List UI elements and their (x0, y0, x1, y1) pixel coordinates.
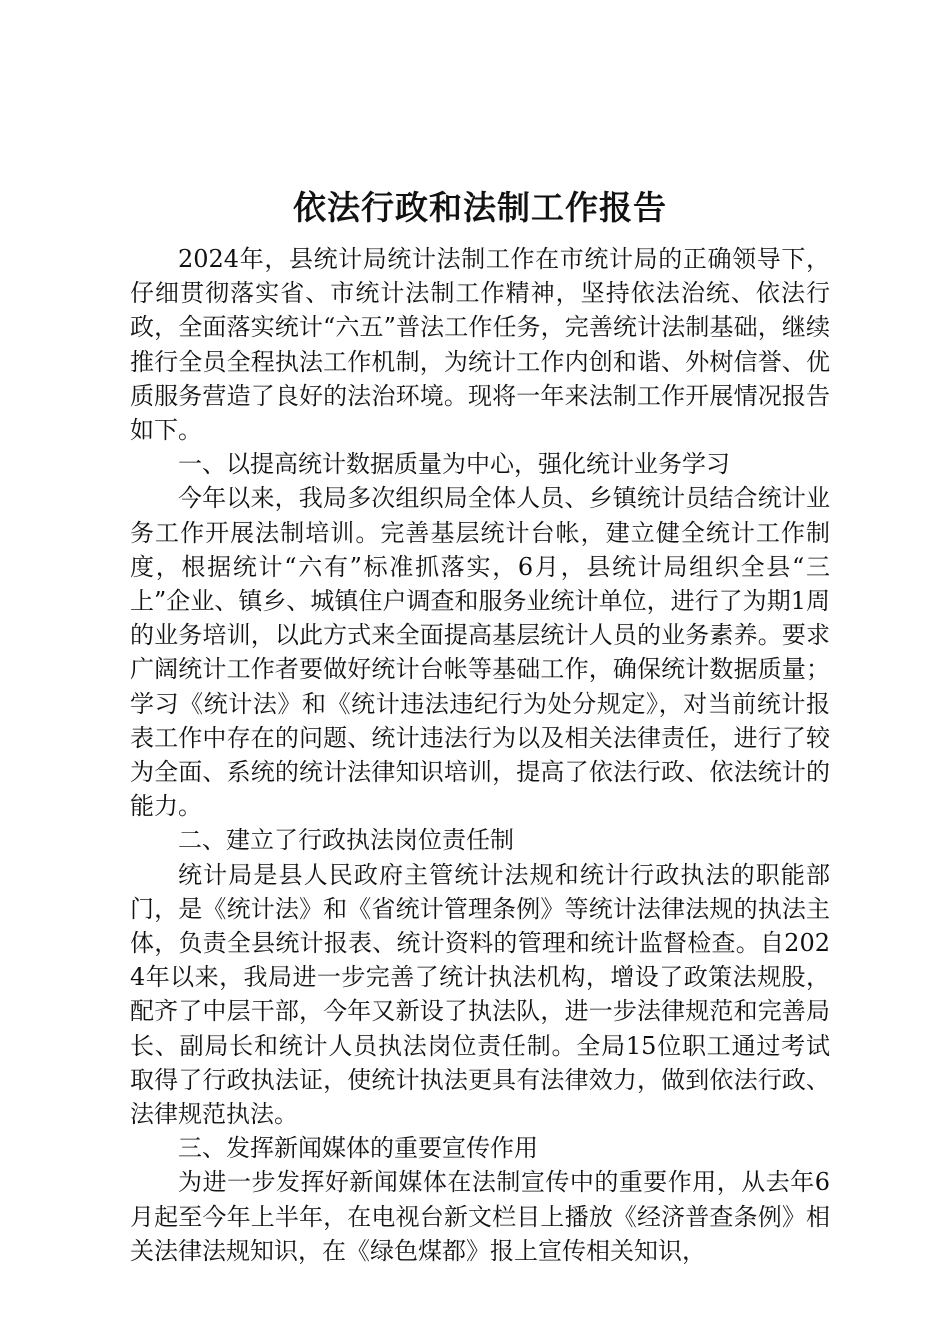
document-title: 依法行政和法制工作报告 (293, 188, 667, 227)
intro-paragraph: 2024年，县统计局统计法制工作在市统计局的正确领导下，仔细贯彻落实省、市统计法制工作精神，坚持依法治统、依法行政，全面落实统计“六五”普法工作任务，完善统计法制基础，继续推行全员全程执法工作机制，为统计工作内创和谐、外树信誉、优质服务营造了良好的法治环境。现将一年来法制工作开展情况报告如下。 (130, 245, 830, 445)
document-body (130, 182, 830, 1268)
section-body-3: 为进一步发挥好新闻媒体在法制宣传中的重要作用，从去年6月起至今年上半年，在电视台新文栏目上播放《经济普查条例》相关法律法规知识，在《绿色煤都》报上宣传相关知识， (130, 1168, 830, 1265)
section-body-1: 今年以来，我局多次组织局全体人员、乡镇统计员结合统计业务工作开展法制培训。完善基层统计台帐，建立健全统计工作制度，根据统计“六有”标准抓落实，6月，县统计局组织全县“三上”企业、镇乡、城镇住户调查和服务业统计单位，进行了为期1周的业务培训，以此方式来全面提高基层统计人员的业务素养。要求广阔统计工作者要做好统计台帐等基础工作，确保统计数据质量；学习《统计法》和《统计违法违纪行为处分规定》，对当前统计报表工作中存在的问题、统计违法行为以及相关法律责任，进行了较为全面、系统的统计法律知识培训，提高了依法行政、依法统计的能力。 (130, 484, 830, 821)
section-body-2: 统计局是县人民政府主管统计法规和统计行政执法的职能部门，是《统计法》和《省统计管理条例》等统计法律法规的执法主体，负责全县统计报表、统计资料的管理和统计监督检查。自2024年以来，我局进一步完善了统计执法机构，增设了政策法规股，配齐了中层干部，今年又新设了执法队，进一步法律规范和完善局长、副局长和统计人员执法岗位责任制。全局15位职工通过考试取得了行政执法证，使统计执法更具有法律效力，做到依法行政、法律规范执法。 (130, 860, 830, 1129)
section-heading-2: 二、建立了行政执法岗位责任制 (178, 826, 514, 855)
section-heading-3: 三、发挥新闻媒体的重要宣传作用 (178, 1134, 538, 1163)
section-heading-1: 一、以提高统计数据质量为中心，强化统计业务学习 (178, 450, 730, 479)
